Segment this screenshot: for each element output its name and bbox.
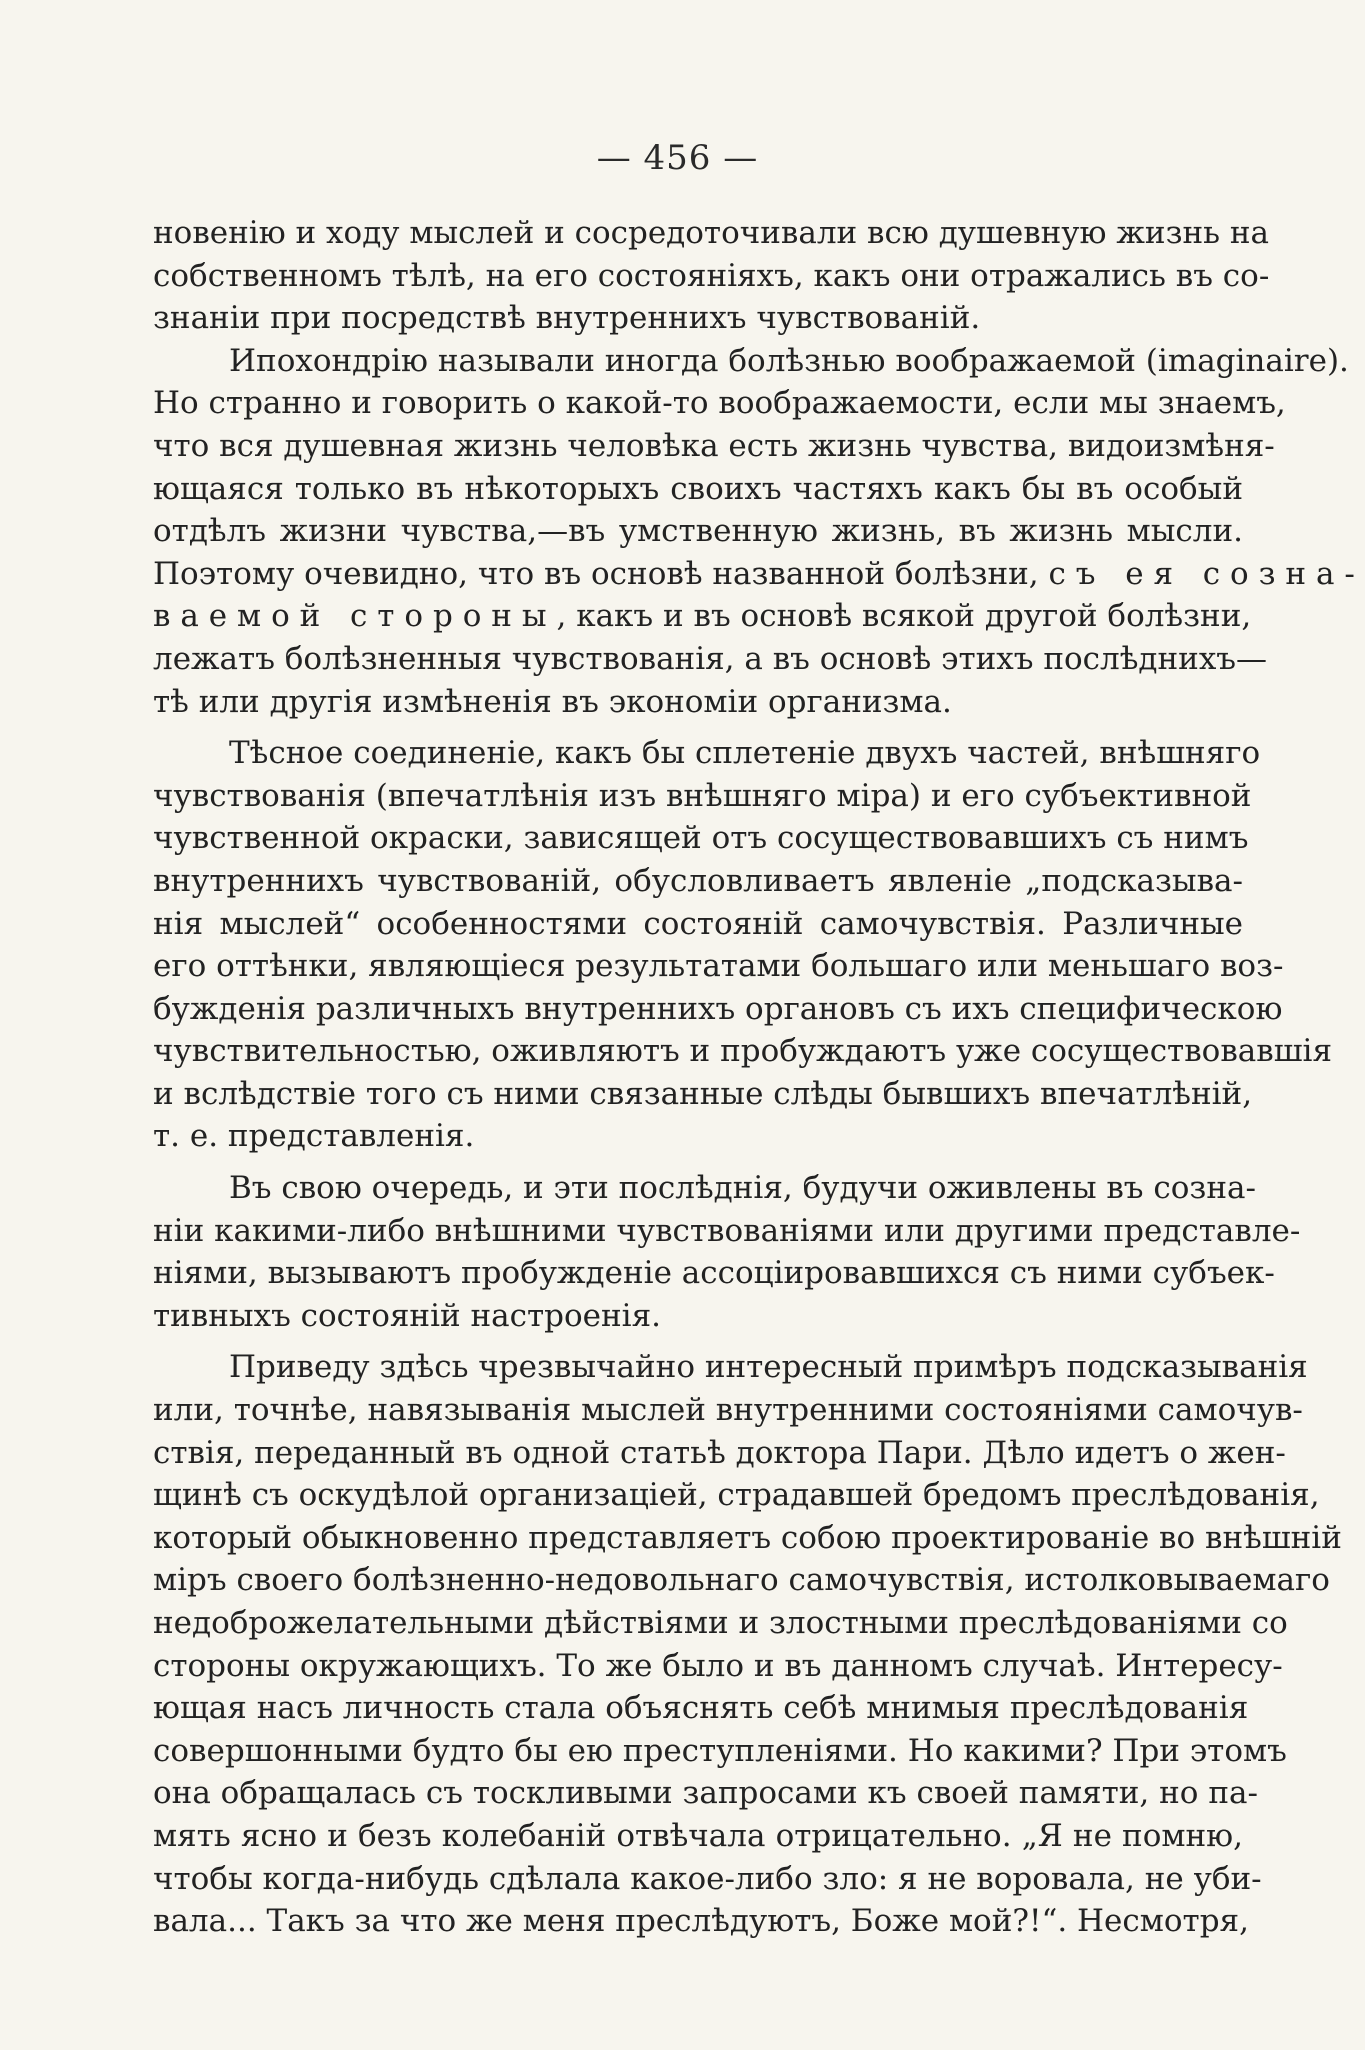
text-line: Но странно и говорить о какой-то воображаемости, если мы знаемъ, [153,385,1286,422]
text-line: Въ свою очередь, и эти послѣднія, будучи оживлены въ созна- [229,1170,1256,1207]
spaced-emphasis: съ ея созна- [1048,555,1365,592]
text-line: знаніи при посредствѣ внутреннихъ чувствованій. [153,300,981,337]
text-line: стороны окружающихъ. То же было и въ данномъ случаѣ. Интересу- [153,1647,1283,1684]
text-line: ніи какими-либо внѣшними чувствованіями или другими представле- [153,1212,1301,1249]
text-segment: Поэтому очевидно, что въ основѣ названной болѣзни, [153,555,1049,592]
text-line: тѣ или другія измѣненія въ экономіи организма. [153,683,952,720]
body-text [153,212,1365,1943]
text-line [153,595,1252,638]
text-line: вала... Такъ за что же меня преслѣдуютъ, Боже мой?!“. Несмотря, [153,1903,1249,1940]
text-line [153,553,1365,596]
text-line: тивныхъ состояній настроенія. [153,1297,662,1334]
text-line: недоброжелательными дѣйствіями и злостными преслѣдованіями со [153,1605,1288,1641]
spaced-emphasis: ваемой стороны [153,598,557,635]
text-line: мять ясно и безъ колебаній отвѣчала отрицательно. „Я не помню, [153,1817,1243,1854]
text-line: который обыкновенно представляетъ собою проектированіе во внѣшній [153,1519,1342,1556]
text-line: бужденія различныхъ внутреннихъ органовъ съ ихъ специфическою [153,990,1283,1027]
text-line: внутреннихъ чувствованій, обусловливаетъ явленіе „подсказыва- [153,862,1243,899]
text-line: Приведу здѣсь чрезвычайно интересный примѣръ подсказыванія [229,1349,1308,1386]
text-line: ніями, вызываютъ пробужденіе ассоціировавшихся съ ними субъек- [153,1255,1275,1292]
page-number: — 456 — [596,138,759,178]
text-line: т. е. представленія. [153,1118,475,1155]
text-line: міръ своего болѣзненно-недовольнаго самочувствія, истолковываемаго [153,1562,1330,1599]
text-line: отдѣлъ жизни чувства,—въ умственную жизнь, въ жизнь мысли. [153,513,1243,550]
text-line: что вся душевная жизнь человѣка есть жизнь чувства, видоизмѣня- [153,427,1275,464]
text-segment: , какъ и въ основѣ всякой другой болѣзни, [556,598,1252,635]
text-line: собственномъ тѣлѣ, на его состояніяхъ, какъ они отражались въ со- [153,257,1270,294]
text-line: чувственной окраски, зависящей отъ сосуществовавшихъ съ нимъ [153,820,1249,857]
text-line: чтобы когда-нибудь сдѣлала какое-либо зло: я не воровала, не уби- [153,1860,1262,1897]
text-line: и вслѣдствіе того съ ними связанные слѣды бывшихъ впечатлѣній, [153,1075,1253,1112]
text-line: ствія, переданный въ одной статьѣ доктора Пари. Дѣло идетъ о жен- [153,1434,1286,1471]
text-line: ющаяся только въ нѣкоторыхъ своихъ частяхъ какъ бы въ особый [153,470,1243,507]
text-line: чувствованія (впечатлѣнія изъ внѣшняго міра) и его субъективной [153,777,1252,814]
text-line: чувствительностью, оживляютъ и пробуждаютъ уже сосуществовавшія [153,1033,1332,1070]
text-line: ющая насъ личность стала объяснять себѣ мнимыя преслѣдованія [153,1690,1249,1727]
text-line: Тѣсное соединеніе, какъ бы сплетеніе двухъ частей, внѣшняго [229,735,1261,772]
text-line: его оттѣнки, являющіеся результатами большаго или меньшаго воз- [153,948,1284,985]
text-line: она обращалась съ тоскливыми запросами къ своей памяти, но па- [153,1775,1258,1812]
text-line: новенію и ходу мыслей и сосредоточивали всю душевную жизнь на [153,215,1270,251]
text-line: нія мыслей“ особенностями состояній самочувствія. Различные [153,905,1243,942]
text-line: лежатъ болѣзненныя чувствованія, а въ основѣ этихъ послѣднихъ— [153,640,1268,677]
text-line: или, точнѣе, навязыванія мыслей внутренними состояніями самочув- [153,1392,1303,1429]
text-line: совершонными будто бы ею преступленіями. Но какими? При этомъ [153,1732,1287,1769]
text-line: Ипохондрію называли иногда болѣзнью воображаемой (imaginaire). [229,342,1349,379]
text-line: щинѣ съ оскудѣлой организаціей, страдавшей бредомъ преслѣдованія, [153,1477,1320,1514]
